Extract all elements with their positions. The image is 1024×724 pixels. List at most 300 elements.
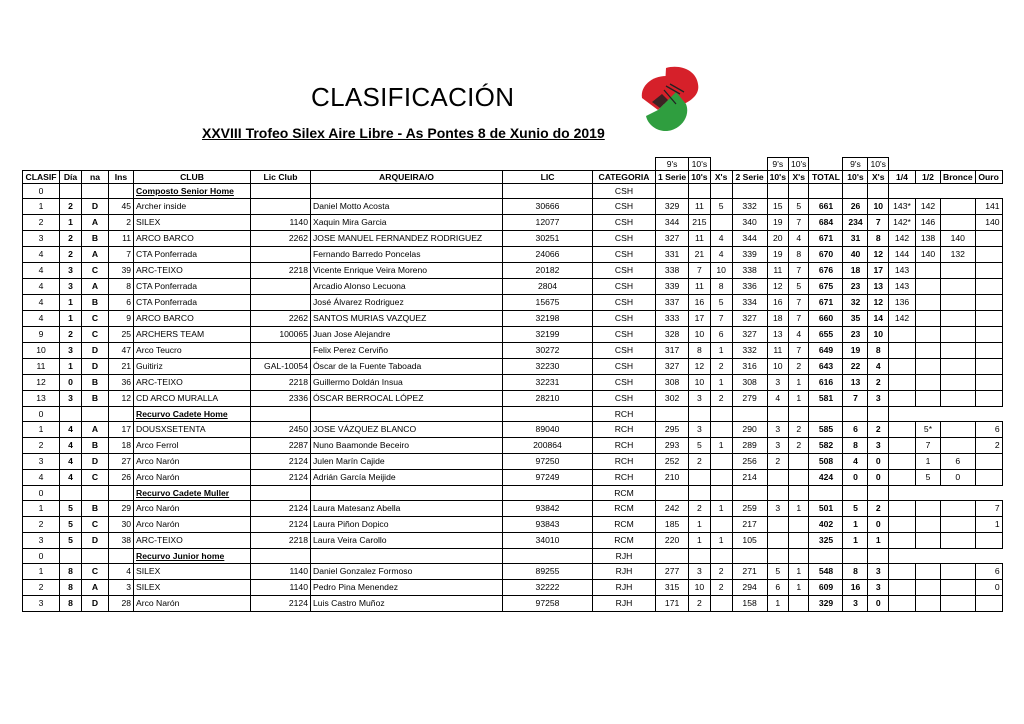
column-header: Ins [109, 171, 134, 184]
event-subtitle: XXVIII Trofeo Silex Aire Libre - As Pontes 8 de Xunio do 2019 [202, 125, 605, 141]
result-cell: 7 [689, 263, 710, 279]
column-header: 10's [767, 171, 788, 184]
result-cell: 3 [60, 279, 82, 295]
category-group-row [23, 486, 1003, 501]
result-cell [940, 343, 975, 359]
empty-cell [82, 184, 109, 199]
result-cell [915, 501, 940, 517]
result-cell: 293 [656, 438, 689, 454]
result-cell: 2 [710, 564, 732, 580]
result-cell: 138 [915, 231, 940, 247]
result-cell: 2124 [251, 596, 311, 612]
empty-cell [689, 184, 710, 199]
result-cell [788, 470, 809, 486]
result-cell: 1 [710, 343, 732, 359]
result-cell: A [82, 422, 109, 438]
result-cell: Julen Marín Cajide [311, 454, 503, 470]
empty-cell [915, 158, 940, 171]
result-cell: 3 [60, 263, 82, 279]
result-cell: 3 [868, 564, 889, 580]
result-cell: 10 [689, 327, 710, 343]
result-cell: 289 [732, 438, 767, 454]
result-cell: 93842 [503, 501, 593, 517]
result-cell: 3 [60, 391, 82, 407]
empty-cell [809, 549, 843, 564]
result-cell: SILEX [134, 215, 251, 231]
result-cell [915, 311, 940, 327]
result-row [23, 295, 1003, 311]
result-cell: 1 [788, 564, 809, 580]
empty-cell [975, 486, 1002, 501]
result-cell: 11 [23, 359, 60, 375]
result-cell: Daniel Motto Acosta [311, 199, 503, 215]
result-cell: JOSE MANUEL FERNANDEZ RODRIGUEZ [311, 231, 503, 247]
result-cell: 501 [809, 501, 843, 517]
result-cell: 2218 [251, 533, 311, 549]
empty-cell [843, 184, 868, 199]
result-cell: 21 [109, 359, 134, 375]
result-cell: C [82, 263, 109, 279]
result-cell [940, 438, 975, 454]
result-cell: Felix Perez Cerviño [311, 343, 503, 359]
result-cell: 327 [656, 231, 689, 247]
result-cell [888, 470, 915, 486]
result-cell: 17 [689, 311, 710, 327]
result-cell [251, 247, 311, 263]
result-cell: 1 [788, 391, 809, 407]
result-cell: 344 [656, 215, 689, 231]
result-cell: 1 [788, 375, 809, 391]
empty-cell [767, 407, 788, 422]
result-cell: 671 [809, 295, 843, 311]
result-cell: 1 [710, 438, 732, 454]
empty-cell [109, 184, 134, 199]
result-cell: 290 [732, 422, 767, 438]
empty-cell [23, 158, 60, 171]
result-cell: 18 [109, 438, 134, 454]
result-row [23, 438, 1003, 454]
result-cell: 97249 [503, 470, 593, 486]
result-cell: B [82, 231, 109, 247]
result-cell: 16 [689, 295, 710, 311]
result-cell: Fernando Barredo Poncelas [311, 247, 503, 263]
result-cell: 325 [809, 533, 843, 549]
result-cell: C [82, 517, 109, 533]
top-header-row [23, 158, 1003, 171]
result-cell: 316 [732, 359, 767, 375]
result-cell: 10 [868, 199, 889, 215]
result-cell: D [82, 454, 109, 470]
result-cell [888, 359, 915, 375]
empty-cell [109, 407, 134, 422]
result-cell: CSH [593, 391, 656, 407]
result-cell: 11 [109, 231, 134, 247]
result-cell: SILEX [134, 564, 251, 580]
result-cell: 582 [809, 438, 843, 454]
result-cell: 5 [60, 501, 82, 517]
result-row [23, 311, 1003, 327]
empty-cell [251, 158, 311, 171]
empty-cell [710, 407, 732, 422]
result-cell: 30 [109, 517, 134, 533]
empty-cell [788, 184, 809, 199]
result-cell: 4 [109, 564, 134, 580]
column-header: 1/2 [915, 171, 940, 184]
result-cell: 7 [915, 438, 940, 454]
result-cell: 2124 [251, 470, 311, 486]
result-cell: 1 [60, 215, 82, 231]
result-cell: 1 [23, 422, 60, 438]
column-header: X's [710, 171, 732, 184]
result-cell: 259 [732, 501, 767, 517]
result-cell: ARCHERS TEAM [134, 327, 251, 343]
empty-cell [503, 407, 593, 422]
result-cell [888, 596, 915, 612]
empty-cell [656, 549, 689, 564]
result-cell: 5 [843, 501, 868, 517]
empty-cell [868, 549, 889, 564]
result-cell: 9 [109, 311, 134, 327]
result-cell: 18 [843, 263, 868, 279]
result-cell [940, 327, 975, 343]
result-cell: 4 [868, 359, 889, 375]
result-cell: 279 [732, 391, 767, 407]
result-cell: 32198 [503, 311, 593, 327]
top-header-cell: 9's [656, 158, 689, 171]
empty-cell [311, 486, 503, 501]
result-row [23, 391, 1003, 407]
result-cell: CSH [593, 327, 656, 343]
result-row [23, 533, 1003, 549]
result-cell: 3 [689, 422, 710, 438]
result-cell [915, 359, 940, 375]
result-cell [915, 263, 940, 279]
result-cell: 144 [888, 247, 915, 263]
result-cell: Arco Teucro [134, 343, 251, 359]
result-cell: 3 [109, 580, 134, 596]
result-cell: 5* [915, 422, 940, 438]
result-cell: Guillermo Doldán Insua [311, 375, 503, 391]
result-cell: 9 [23, 327, 60, 343]
result-cell: ARC-TEIXO [134, 533, 251, 549]
result-cell: 142 [915, 199, 940, 215]
result-cell: 8 [689, 343, 710, 359]
result-cell: 89255 [503, 564, 593, 580]
result-cell: 2 [60, 327, 82, 343]
group-clasif: 0 [23, 184, 60, 199]
column-header: LIC [503, 171, 593, 184]
result-cell [975, 359, 1002, 375]
result-row [23, 580, 1003, 596]
result-cell: 5 [767, 564, 788, 580]
result-cell: 1 [60, 295, 82, 311]
result-cell: 10 [710, 263, 732, 279]
result-cell: 10 [767, 359, 788, 375]
empty-cell [843, 549, 868, 564]
result-cell: 3 [767, 422, 788, 438]
result-cell: 22 [843, 359, 868, 375]
result-cell: 4 [788, 231, 809, 247]
result-cell: 2124 [251, 501, 311, 517]
result-cell: 140 [940, 231, 975, 247]
result-cell: 2 [788, 359, 809, 375]
result-cell: 140 [915, 247, 940, 263]
column-header: CATEGORIA [593, 171, 656, 184]
result-cell: 30666 [503, 199, 593, 215]
result-cell: SILEX [134, 580, 251, 596]
result-cell: 31 [843, 231, 868, 247]
result-cell [940, 391, 975, 407]
result-cell: 2336 [251, 391, 311, 407]
result-cell: 6 [975, 422, 1002, 438]
empty-cell [940, 184, 975, 199]
result-cell: 4 [710, 247, 732, 263]
result-cell: CSH [593, 295, 656, 311]
column-header: 1 Serie [656, 171, 689, 184]
result-cell: 143 [888, 279, 915, 295]
empty-cell [809, 158, 843, 171]
result-cell: CSH [593, 343, 656, 359]
result-cell: 7 [868, 215, 889, 231]
result-cell: ÓSCAR BERROCAL LÓPEZ [311, 391, 503, 407]
result-cell: 136 [888, 295, 915, 311]
result-cell: 581 [809, 391, 843, 407]
result-cell: ARCO BARCO [134, 231, 251, 247]
result-cell: RCM [593, 517, 656, 533]
group-category: RCM [593, 486, 656, 501]
result-cell: 5 [788, 279, 809, 295]
result-cell: 242 [656, 501, 689, 517]
result-cell: 8 [868, 343, 889, 359]
result-cell: 2 [868, 375, 889, 391]
result-cell: B [82, 501, 109, 517]
result-cell: 97250 [503, 454, 593, 470]
result-cell [251, 199, 311, 215]
result-cell: 332 [732, 199, 767, 215]
result-cell: 8 [60, 564, 82, 580]
result-cell: RCH [593, 454, 656, 470]
column-header: 10's [843, 171, 868, 184]
result-cell: Arco Narón [134, 596, 251, 612]
result-cell: 12 [23, 375, 60, 391]
empty-cell [656, 184, 689, 199]
result-cell: 327 [732, 311, 767, 327]
empty-cell [788, 407, 809, 422]
result-cell: 7 [788, 215, 809, 231]
result-cell: 93843 [503, 517, 593, 533]
result-cell: 3 [868, 580, 889, 596]
result-cell [710, 454, 732, 470]
result-cell: Arcadio Alonso Lecuona [311, 279, 503, 295]
result-cell: 34010 [503, 533, 593, 549]
result-cell: 2 [868, 422, 889, 438]
empty-cell [689, 407, 710, 422]
result-cell: 32 [843, 295, 868, 311]
empty-cell [975, 184, 1002, 199]
empty-cell [868, 407, 889, 422]
empty-cell [251, 486, 311, 501]
result-cell [975, 391, 1002, 407]
category-group-row [23, 184, 1003, 199]
result-cell: 3 [23, 596, 60, 612]
result-cell: 338 [732, 263, 767, 279]
category-group-row [23, 549, 1003, 564]
result-row [23, 517, 1003, 533]
empty-cell [888, 184, 915, 199]
result-cell [767, 533, 788, 549]
result-cell: 256 [732, 454, 767, 470]
result-cell: 2287 [251, 438, 311, 454]
result-cell [888, 580, 915, 596]
result-cell: CSH [593, 247, 656, 263]
empty-cell [109, 158, 134, 171]
result-cell: Laura Piñon Dopico [311, 517, 503, 533]
result-row [23, 470, 1003, 486]
result-cell: 660 [809, 311, 843, 327]
result-cell: RJH [593, 580, 656, 596]
result-cell [940, 295, 975, 311]
result-cell [940, 375, 975, 391]
group-category: RJH [593, 549, 656, 564]
empty-cell [732, 158, 767, 171]
result-cell: RCH [593, 422, 656, 438]
result-cell: 4 [23, 263, 60, 279]
empty-cell [788, 549, 809, 564]
result-cell: 11 [689, 231, 710, 247]
top-header-cell: 10's [689, 158, 710, 171]
result-cell: 344 [732, 231, 767, 247]
result-cell: 200864 [503, 438, 593, 454]
result-cell: 277 [656, 564, 689, 580]
result-cell: 3 [689, 391, 710, 407]
empty-cell [888, 549, 915, 564]
result-cell: 185 [656, 517, 689, 533]
result-cell: 2 [60, 247, 82, 263]
results-table [22, 157, 1003, 612]
result-cell: 402 [809, 517, 843, 533]
result-cell: CD ARCO MURALLA [134, 391, 251, 407]
result-cell: 3 [767, 501, 788, 517]
result-cell [710, 596, 732, 612]
result-cell [940, 596, 975, 612]
result-cell: RCM [593, 501, 656, 517]
result-cell: 10 [689, 375, 710, 391]
result-cell: 45 [109, 199, 134, 215]
result-cell: 11 [767, 343, 788, 359]
result-cell: Daniel Gonzalez Formoso [311, 564, 503, 580]
group-clasif: 0 [23, 407, 60, 422]
result-cell: A [82, 215, 109, 231]
result-cell [689, 470, 710, 486]
result-row [23, 231, 1003, 247]
result-cell: 10 [868, 327, 889, 343]
result-cell: 143* [888, 199, 915, 215]
result-cell: 3 [23, 231, 60, 247]
result-row [23, 343, 1003, 359]
result-cell: 1 [710, 533, 732, 549]
result-cell: 7 [710, 311, 732, 327]
result-cell: 339 [732, 247, 767, 263]
result-cell: 661 [809, 199, 843, 215]
result-cell [940, 311, 975, 327]
empty-cell [888, 158, 915, 171]
result-cell [251, 279, 311, 295]
result-cell: 675 [809, 279, 843, 295]
result-cell: C [82, 327, 109, 343]
result-cell [940, 263, 975, 279]
empty-cell [843, 486, 868, 501]
result-row [23, 454, 1003, 470]
result-cell: 3 [60, 343, 82, 359]
result-cell: 1 [689, 533, 710, 549]
result-cell: 1140 [251, 215, 311, 231]
result-cell: 143 [888, 263, 915, 279]
result-cell: 0 [868, 470, 889, 486]
empty-cell [940, 407, 975, 422]
result-cell: 655 [809, 327, 843, 343]
result-cell: ARC-TEIXO [134, 263, 251, 279]
page-title: CLASIFICACIÓN [311, 82, 515, 112]
result-cell: 327 [732, 327, 767, 343]
result-cell: 2 [767, 454, 788, 470]
result-cell: ARC-TEIXO [134, 375, 251, 391]
result-cell: 3 [689, 564, 710, 580]
result-row [23, 247, 1003, 263]
result-cell: 32231 [503, 375, 593, 391]
result-cell: 26 [109, 470, 134, 486]
empty-cell [60, 158, 82, 171]
empty-cell [134, 158, 251, 171]
result-cell: 2 [23, 517, 60, 533]
empty-cell [732, 549, 767, 564]
empty-cell [809, 184, 843, 199]
result-row [23, 422, 1003, 438]
result-cell: 12 [767, 279, 788, 295]
result-row [23, 501, 1003, 517]
empty-cell [732, 184, 767, 199]
result-cell [251, 295, 311, 311]
result-cell: 23 [843, 327, 868, 343]
result-cell: 252 [656, 454, 689, 470]
result-cell: 6 [843, 422, 868, 438]
result-cell: 676 [809, 263, 843, 279]
result-cell: 2 [23, 438, 60, 454]
result-cell [940, 533, 975, 549]
empty-cell [710, 158, 732, 171]
result-cell [915, 327, 940, 343]
empty-cell [710, 486, 732, 501]
result-cell: 1 [60, 359, 82, 375]
result-cell: 38 [109, 533, 134, 549]
result-cell: CSH [593, 279, 656, 295]
result-cell: 7 [788, 343, 809, 359]
result-cell [888, 327, 915, 343]
result-cell: 0 [868, 596, 889, 612]
empty-cell [251, 407, 311, 422]
result-cell: 19 [767, 215, 788, 231]
result-cell [915, 564, 940, 580]
result-cell [975, 375, 1002, 391]
result-cell: 329 [656, 199, 689, 215]
result-cell: 317 [656, 343, 689, 359]
result-cell: 30272 [503, 343, 593, 359]
result-cell: 18 [767, 311, 788, 327]
result-cell: 214 [732, 470, 767, 486]
result-cell: 210 [656, 470, 689, 486]
result-cell: D [82, 533, 109, 549]
column-header: 10's [689, 171, 710, 184]
result-cell: 1 [843, 517, 868, 533]
